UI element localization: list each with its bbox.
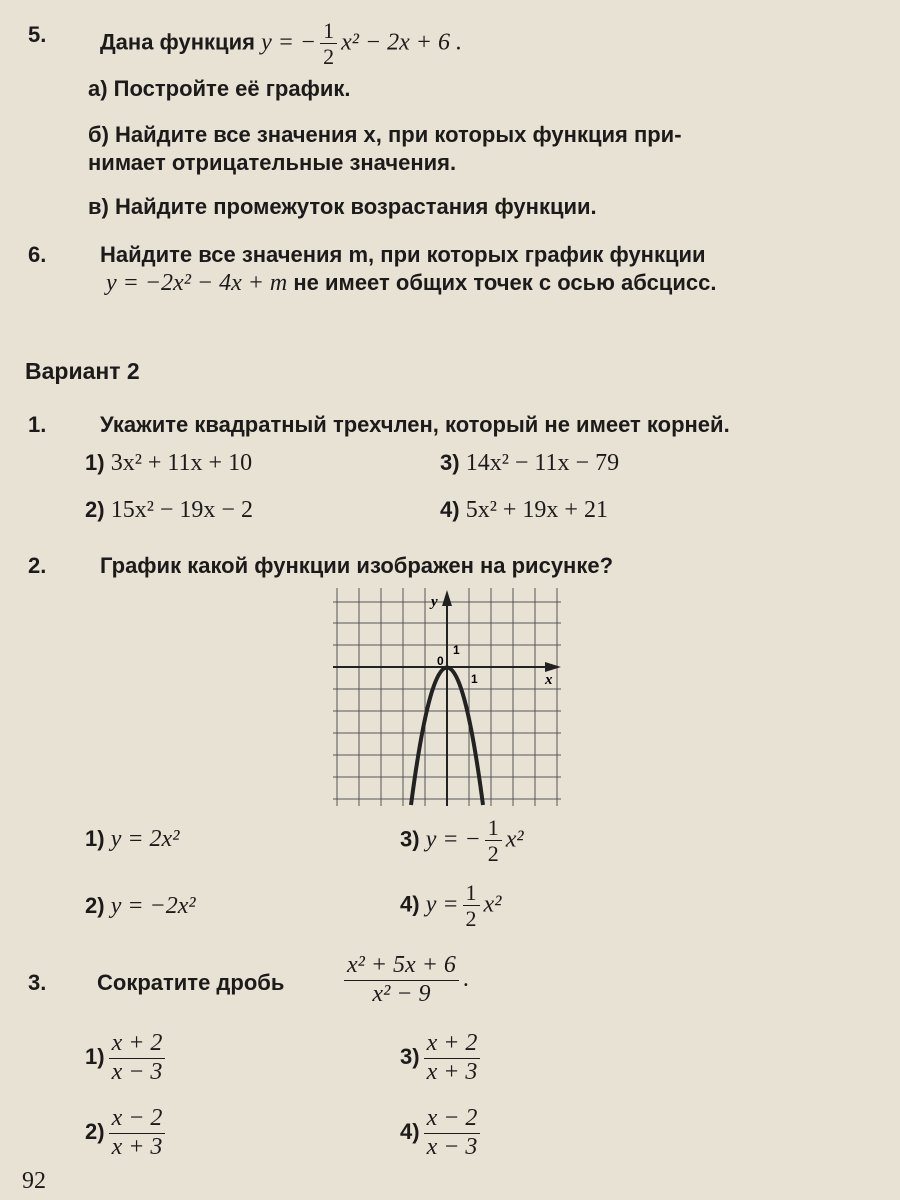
emphasis: не имеет (544, 412, 641, 437)
x-axis-label: x (545, 672, 553, 688)
problem-5-lead: Дана функция (100, 29, 255, 55)
q1-option-2: 2) 15x² − 19x − 2 (85, 497, 253, 523)
text: корней. (646, 412, 730, 437)
variant-heading: Вариант 2 (25, 358, 140, 384)
y-arrow-icon (442, 590, 452, 606)
x-unit-label: 1 (471, 672, 478, 686)
q3-fraction: $\frac{\text{x² + 5x + 6}}{\text{x² − 9}}$ . (340, 952, 469, 1008)
q3-option-3: 3) $\frac{x + 2}{x + 3}$ (400, 1030, 484, 1086)
q3-option-4: 4) $\frac{x - 2}{x - 3}$ (400, 1105, 484, 1161)
denominator: 2 (323, 44, 335, 70)
q2-text: График какой функции изображен на рисунке? (100, 553, 614, 578)
y-axis-label: y (431, 594, 438, 610)
formula-part: y = − (261, 29, 317, 56)
q1-option-3: 3) 14x² − 11x − 79 (440, 450, 620, 476)
problem-5-b-line1: б) Найдите все значения x, при которых функция при- (88, 122, 682, 147)
q2-option-3: 3) y = − $\frac{1}{2}$ x² (400, 815, 524, 867)
q2-option-4: 4) y = $\frac{1}{2}$ x² (400, 880, 502, 932)
problem-5-b-line2: нимает отрицательные значения. (88, 150, 457, 175)
problem-6-line2 (106, 270, 716, 297)
text: общих точек с осью абсцисс. (395, 270, 717, 295)
q3-number: 3. (28, 970, 47, 995)
problem-5-c: в) Найдите промежуток возрастания функции. (88, 194, 597, 219)
fraction (320, 18, 337, 70)
emphasis: не имеет (293, 270, 390, 295)
origin-label: 0 (437, 654, 444, 668)
q1-option-1: 1) 3x² + 11x + 10 (85, 450, 253, 476)
formula: y = −2x² − 4x + m (106, 270, 288, 296)
page-number: 92 (22, 1168, 46, 1194)
problem-5-a: а) Постройте её график. (88, 76, 351, 101)
problem-5-number: 5. (28, 22, 47, 47)
problem-6-number: 6. (28, 242, 47, 267)
q3-text: Сократите дробь (97, 970, 285, 995)
problem-5-statement (100, 18, 462, 70)
q1-number: 1. (28, 412, 47, 437)
q1-option-4: 4) 5x² + 19x + 21 (440, 497, 608, 523)
text: Укажите квадратный трехчлен, который (100, 412, 539, 437)
q2-option-2: 2) y = −2x² (85, 893, 196, 919)
numerator: 1 (320, 18, 337, 44)
q2-option-1: 1) y = 2x² (85, 826, 180, 852)
problem-6-line1: Найдите все значения m, при которых график функции (100, 242, 706, 267)
q3-option-1: 1) $\frac{x + 2}{x - 3}$ (85, 1030, 169, 1086)
q2-number: 2. (28, 553, 47, 578)
formula-part: x² − 2x + 6 . (341, 29, 462, 56)
q1-text (100, 412, 730, 438)
x-arrow-icon (545, 662, 561, 672)
q3-option-2: 2) $\frac{x - 2}{x + 3}$ (85, 1105, 169, 1161)
y-unit-label: 1 (453, 643, 460, 657)
parabola-graph (333, 588, 563, 808)
